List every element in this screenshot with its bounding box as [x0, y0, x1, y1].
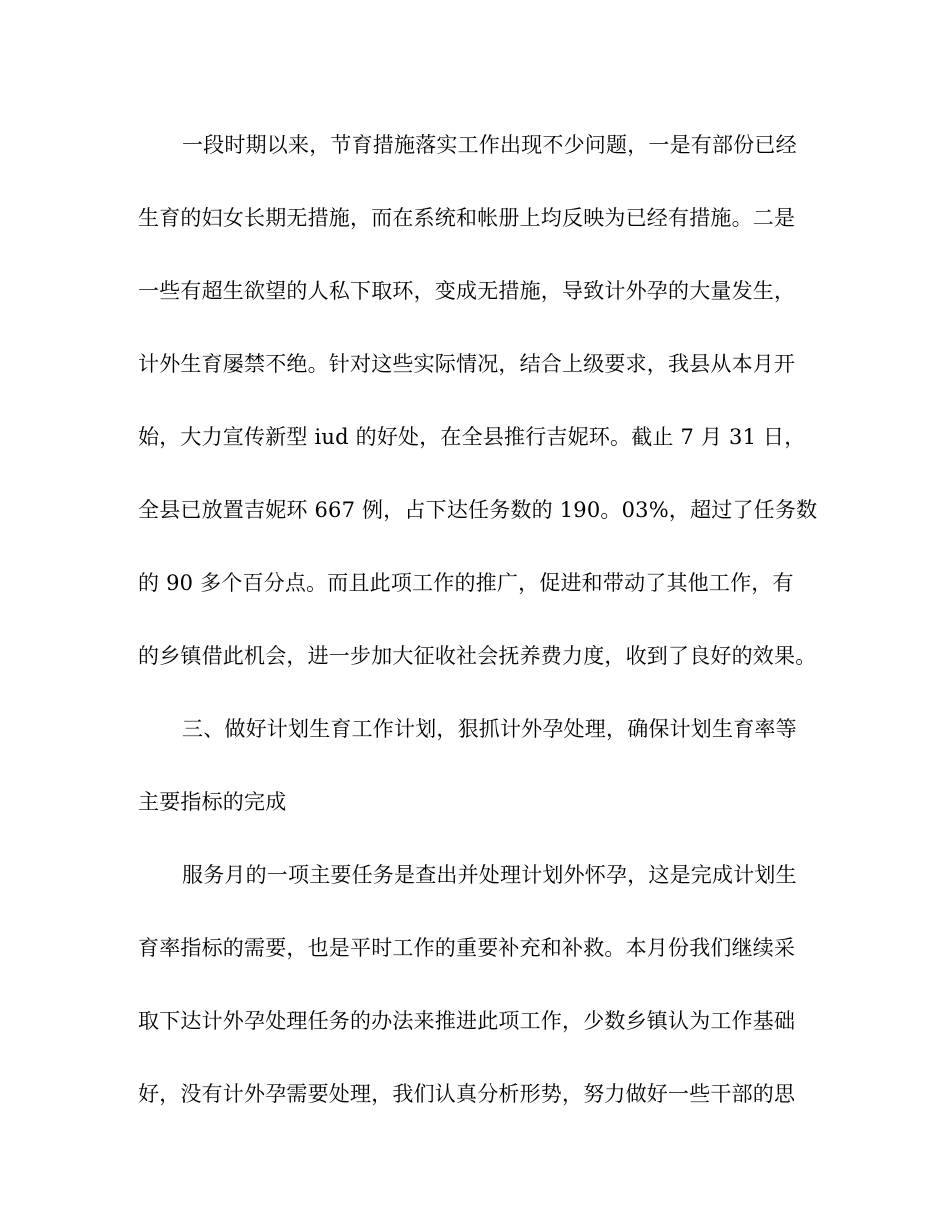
- text-line-8: 的乡镇借此机会，进一步加大征收社会抚养费力度，收到了良好的效果。: [138, 644, 817, 668]
- text-line-1: 一段时期以来，节育措施落实工作出现不少问题，一是有部份已经: [182, 133, 797, 157]
- text-line-12: 育率指标的需要，也是平时工作的重要补充和补救。本月份我们继续采: [138, 936, 796, 960]
- text-line-3: 一些有超生欲望的人私下取环，变成无措施，导致计外孕的大量发生，: [138, 279, 796, 303]
- section-heading-line-1: 三、做好计划生育工作计划，狠抓计外孕处理，确保计划生育率等: [182, 717, 797, 741]
- text-line-13: 取下达计外孕处理任务的办法来推进此项工作，少数乡镇认为工作基础: [138, 1009, 796, 1033]
- text-line-5: 始，大力宣传新型 iud 的好处，在全县推行吉妮环。截止 7 月 31 日，: [138, 425, 806, 449]
- text-line-7: 的 90 多个百分点。而且此项工作的推广，促进和带动了其他工作，有: [138, 571, 794, 595]
- text-line-14: 好，没有计外孕需要处理，我们认真分析形势，努力做好一些干部的思: [138, 1082, 796, 1106]
- text-line-2: 生育的妇女长期无措施，而在系统和帐册上均反映为已经有措施。二是: [138, 206, 796, 230]
- text-line-6: 全县已放置吉妮环 667 例，占下达任务数的 190。03%，超过了任务数: [138, 498, 818, 522]
- section-heading-line-2: 主要指标的完成: [138, 790, 287, 814]
- text-line-11: 服务月的一项主要任务是查出并处理计划外怀孕，这是完成计划生: [182, 863, 797, 887]
- text-line-4: 计外生育屡禁不绝。针对这些实际情况，结合上级要求，我县从本月开: [138, 352, 796, 376]
